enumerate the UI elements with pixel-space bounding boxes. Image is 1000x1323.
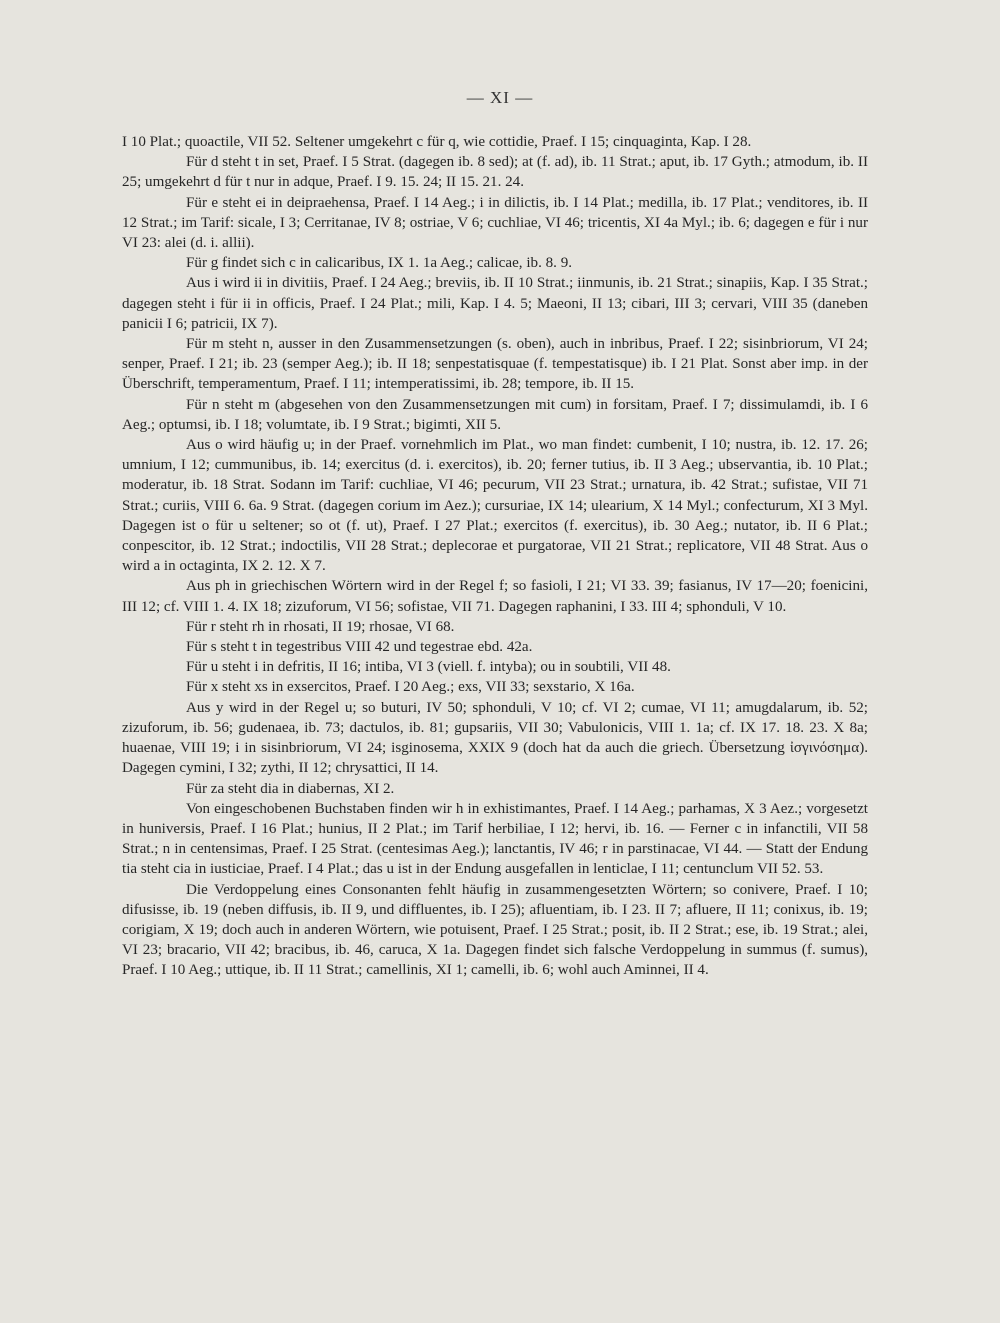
paragraph: Für e steht ei in deipraehensa, Praef. I 14 Aeg.; i in dilictis, ib. I 14 Plat.; medilla, ib. 17 Plat.; venditores, ib. II 12 Strat.; im Tarif: sicale, I 3; Cerritanae, IV 8; ostriae, V 6; cuchliae, VI 46; tricentis, XI 4a Myl.; ib. 6; dagegen e für i nur VI 23: alei (d. i. allii). <box>122 194 868 252</box>
paragraph: Die Verdoppelung eines Consonanten fehlt häufig in zusammengesetzten Wörtern; so conivere, Praef. I 10; difusisse, ib. 19 (neben diffusis, ib. II 9, und diffluentes, ib. I 25); afluentiam, ib. I 23. II 7; afluere, II 11; conixus, ib. 19; corigiam, X 19; doch auch in anderen Wörtern, wie potuisent, Praef. I 25 Strat.; posit, ib. II 2 Strat.; ese, ib. 19 Strat.; alei, VI 23; bracario, VII 42; bracibus, ib. 46, caruca, X 1a. Dagegen findet sich falsche Verdoppelung in summus (f. sumus), Praef. I 10 Aeg.; uttique, ib. II 11 Strat.; camellinis, XI 1; camelli, ib. 6; wohl auch Aminnei, II 4. <box>122 881 868 979</box>
paragraph: Für m steht n, ausser in den Zusammensetzungen (s. oben), auch in inbribus, Praef. I 22; sisinbriorum, VI 24; senper, Praef. I 21; ib. 23 (semper Aeg.); ib. II 18; senpestatisquae (f. tempestatisque) ib. I 21 Plat. Sonst aber imp. in der Überschrift, temperamentum, Praef. I 11; intemperatissimi, ib. 28; tempore, ib. II 15. <box>122 336 868 393</box>
paragraph: Für s steht t in tegestribus VIII 42 und tegestrae ebd. 42a. <box>186 639 533 656</box>
paragraph: Für r steht rh in rhosati, II 19; rhosae, VI 68. <box>186 618 455 635</box>
paragraph: Aus o wird häufig u; in der Praef. vornehmlich im Plat., wo man findet: cumbenit, I 10; nustra, ib. 12. 17. 26; umnium, I 12; cummunibus, ib. 14; exercitus (d. i. exercitos), ib. 20; ferner tutius, ib. II 3 Aeg.; ubservantia, ib. 10 Plat.; moderatur, ib. 18 Strat. Sodann im Tarif: cuchliae, VI 46; pecurum, VII 23 Strat.; urnatura, ib. 42 Strat.; sufistae, VII 71 Strat.; curiis, VIII 6. 6a. 9 Strat. (dagegen corium im Aez.); cursuriae, IX 14; ulearium, X 14 Myl.; confecturum, XI 3 Myl. Dagegen ist o für u seltener; so ot (f. ut), Praef. I 27 Plat.; exercitos (f. exercitus), ib. 30 Aeg.; nutator, ib. II 6 Plat.; conpescitor, ib. 12 Strat.; indoctilis, VII 28 Strat.; deplecorae et purgatorae, VII 21 Strat.; replicatore, VII 48 Strat. Aus o wird a in octaginta, IX 2. 12. X 7. <box>122 437 868 575</box>
paragraph: Für d steht t in set, Praef. I 5 Strat. (dagegen ib. 8 sed); at (f. ad), ib. 11 Strat.; aput, ib. 17 Gyth.; atmodum, ib. II 25; umgekehrt d für t nur in adque, Praef. I 9. 15. 24; II 15. 21. 24. <box>122 154 868 191</box>
paragraph: Aus i wird ii in divitiis, Praef. I 24 Aeg.; breviis, ib. II 10 Strat.; iinmunis, ib. 21 Strat.; sinapiis, Kap. I 35 Strat.; dagegen steht i für ii in officis, Praef. I 24 Plat.; mili, Kap. I 4. 5; Maeoni, II 13; cibari, III 3; cervari, VIII 35 (daneben panicii I 6; patricii, IX 7). <box>122 275 868 332</box>
paragraph: Für u steht i in defritis, II 16; intiba, VI 3 (viell. f. intyba); ou in soubtili, VII 48. <box>186 659 671 676</box>
paragraph: Aus ph in griechischen Wörtern wird in der Regel f; so fasioli, I 21; VI 33. 39; fasianus, IV 17—20; foenicini, III 12; cf. VIII 1. 4. IX 18; zizuforum, VI 56; sofistae, VII 71. Dagegen raphanini, I 33. III 4; sphonduli, V 10. <box>122 578 868 615</box>
paragraph: Von eingeschobenen Buchstaben finden wir h in exhistimantes, Praef. I 14 Aeg.; parhamas, X 3 Aez.; vorgesetzt in huniversis, Praef. I 16 Plat.; hunius, II 2 Plat.; im Tarif herbiliae, I 12; hervi, ib. 16. — Ferner c in infanctili, VII 58 Strat.; n in centensimas, Praef. I 25 Strat. (centesimas Aeg.); lanctantis, IV 46; r in parstinacae, VI 44. — Statt der Endung tia steht cia in iusticiae, Praef. I 4 Plat.; das u ist in der Endung ausgefallen in lenticlae, I 11; centunclum VII 52. 53. <box>122 800 868 878</box>
paragraph: I 10 Plat.; quoactile, VII 52. Seltener umgekehrt c für q, wie cottidie, Praef. I 15; cinquaginta, Kap. I 28. <box>122 134 752 150</box>
paragraph: Für n steht m (abgesehen von den Zusammensetzungen mit cum) in forsitam, Praef. I 7; dissimulamdi, ib. I 6 Aeg.; optumsi, ib. I 18; volumtate, ib. I 9 Strat.; bigimti, XII 5. <box>122 396 868 433</box>
paragraph: Für x steht xs in exsercitos, Praef. I 20 Aeg.; exs, VII 33; sexstario, X 16a. <box>186 679 635 696</box>
page-number: — XI — <box>466 88 534 107</box>
body-text <box>122 132 868 981</box>
paragraph: Für g findet sich c in calicaribus, IX 1. 1a Aeg.; calicae, ib. 8. 9. <box>186 255 573 272</box>
paragraph: Aus y wird in der Regel u; so buturi, IV 50; sphonduli, V 10; cf. VI 2; cumae, VI 11; amugdalarum, ib. 52; zizuforum, ib. 56; gudenaea, ib. 73; dactulos, ib. 81; gupsariis, VII 30; Vabulonicis, VIII 1. 1a; cf. IX 17. 18. 23. X 8a; huaenae, VIII 19; i in sisinbriorum, VI 24; isginosema, XXIX 9 (doch hat da auch die griech. Übersetzung ἰσγινόσημα). Dagegen cymini, I 32; zythi, II 12; chrysattici, II 14. <box>122 699 868 777</box>
paragraph: Für za steht dia in diabernas, XI 2. <box>186 780 395 797</box>
